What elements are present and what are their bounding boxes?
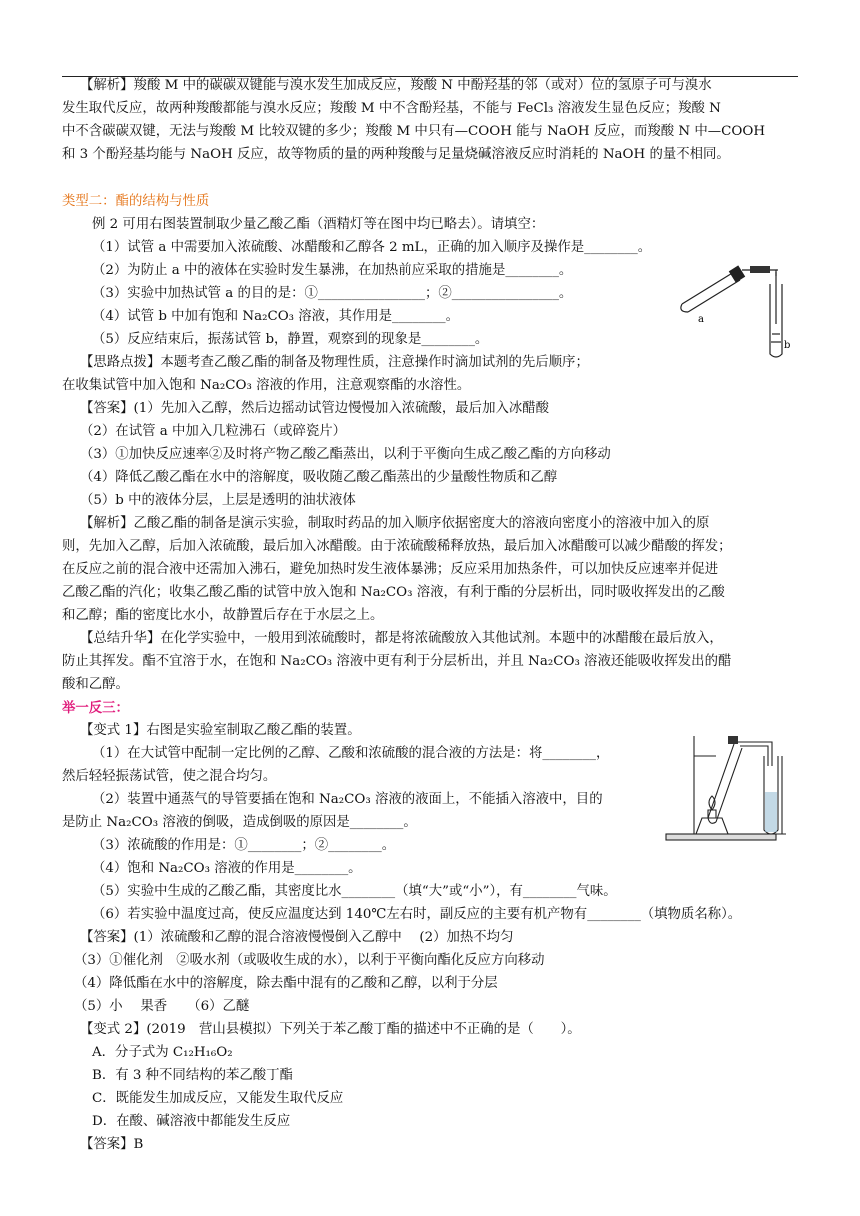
- question-line: （5）反应结束后，振荡试管 b，静置，观察到的现象是________。: [92, 332, 489, 347]
- summary-line: 【总结升华】在化学实验中，一般用到浓硫酸时，都是将浓硫酸放入其他试剂。本题中的冰醋酸在最后放入，: [80, 631, 723, 646]
- answer-line: （5）b 中的液体分层，上层是透明的油状液体: [80, 493, 356, 508]
- answer-line: （3）①加快反应速率②及时将产物乙酸乙酯蒸出，以利于平衡向生成乙酸乙酯的方向移动: [80, 447, 611, 462]
- analysis-line: 乙酸乙酯的汽化；收集乙酸乙酯的试管中放入饱和 Na₂CO₃ 溶液，有利于酯的分层析出，同时吸收挥发出的乙酸: [62, 585, 725, 600]
- practice-heading: 举一反三：: [62, 700, 129, 716]
- variant-line: （5）实验中生成的乙酸乙酯，其密度比水________（填“大”或“小”），有________气味。: [92, 884, 617, 899]
- summary-line: 防止其挥发。酯不宜溶于水，在饱和 Na₂CO₃ 溶液中更有利于分层析出，并且 Na₂CO₃ 溶液还能吸收挥发出的醋: [62, 654, 732, 669]
- answer-line: （2）在试管 a 中加入几粒沸石（或碎瓷片）: [80, 424, 347, 439]
- variant-line: （4）饱和 Na₂CO₃ 溶液的作用是________。: [92, 861, 362, 876]
- label-a: a: [698, 314, 704, 325]
- analysis-line: 发生取代反应，故两种羧酸都能与溴水反应；羧酸 M 中不含酚羟基，不能与 FeCl₃ 溶液发生显色反应；羧酸 N: [62, 101, 721, 116]
- summary-line: 酸和乙醇。: [62, 677, 129, 692]
- analysis-line: 则，先加入乙醇，后加入浓硫酸，最后加入冰醋酸。由于浓硫酸稀释放热，最后加入冰醋酸可以减少醋酸的挥发；: [62, 539, 732, 554]
- analysis-line: 中不含碳碳双键，无法与羧酸 M 比较双键的多少；羧酸 M 中只有—COOH 能与 NaOH 反应，而羧酸 N 中—COOH: [62, 124, 766, 139]
- answer-line: （3）①催化剂 ②吸水剂（或吸收生成的水），以利于平衡向酯化反应方向移动: [74, 953, 545, 968]
- answer-line: 【答案】(1）浓硫酸和乙醇的混合溶液慢慢倒入乙醇中 (2）加热不均匀: [80, 930, 514, 945]
- variant-line: （2）装置中通蒸气的导管要插在饱和 Na₂CO₃ 溶液的液面上，不能插入溶液中，目的: [92, 792, 603, 807]
- variant-line: （3）浓硫酸的作用是：①________；②________。: [92, 838, 396, 853]
- answer-line: （4）降低酯在水中的溶解度，除去酯中混有的乙酸和乙醇，以利于分层: [74, 976, 498, 991]
- variant-line: 【变式 1】右图是实验室制取乙酸乙酯的装置。: [80, 723, 361, 738]
- header-rule: [62, 76, 798, 77]
- answer-line: （5）小 果香 （6）乙醚: [74, 999, 250, 1014]
- variant-line: （6）若实验中温度过高，使反应温度达到 140℃左右时，副反应的主要有机产物有________（填物质名称）。: [92, 907, 742, 922]
- answer-line: 【答案】(1）先加入乙醇，然后边摇动试管边慢慢加入浓硫酸，最后加入冰醋酸: [80, 401, 550, 416]
- analysis-line: 在反应之前的混合液中还需加入沸石，避免加热时发生液体暴沸；反应采用加热条件，可以加快反应速率并促进: [62, 562, 719, 577]
- option-d: D．在酸、碱溶液中都能发生反应: [92, 1114, 291, 1129]
- hint-line: 在收集试管中加入饱和 Na₂CO₃ 溶液的作用，注意观察酯的水溶性。: [62, 378, 471, 393]
- answer-line: （4）降低乙酸乙酯在水中的溶解度，吸收随乙酸乙酯蒸出的少量酸性物质和乙醇: [80, 470, 558, 485]
- variant2-stem: 【变式 2】(2019 营山县模拟）下列关于苯乙酸丁酯的描述中不正确的是（ ）。: [80, 1022, 581, 1037]
- analysis-line: 【解析】羧酸 M 中的碳碳双键能与溴水发生加成反应，羧酸 N 中酚羟基的邻（或对）位的氢原子可与溴水: [80, 78, 712, 93]
- question-line: （2）为防止 a 中的液体在实验时发生暴沸，在加热前应采取的措施是________。: [92, 263, 573, 278]
- variant-line: （1）在大试管中配制一定比例的乙醇、乙酸和浓硫酸的混合液的方法是：将________，: [92, 746, 610, 761]
- option-a: A．分子式为 C₁₂H₁₆O₂: [92, 1045, 233, 1060]
- label-b: b: [784, 340, 791, 351]
- option-b: B．有 3 种不同结构的苯乙酸丁酯: [92, 1068, 293, 1083]
- variant-line: 是防止 Na₂CO₃ 溶液的倒吸，造成倒吸的原因是________。: [62, 815, 417, 830]
- test-tube-apparatus-figure: [672, 262, 802, 362]
- question-line: （4）试管 b 中加有饱和 Na₂CO₃ 溶液，其作用是________。: [92, 309, 459, 324]
- analysis-line: 和 3 个酚羟基均能与 NaOH 反应，故等物质的量的两种羧酸与足量烧碱溶液反应时消耗的 NaOH 的量不相同。: [62, 147, 730, 162]
- question-line: （3）实验中加热试管 a 的目的是：①________________；②________________。: [92, 286, 573, 301]
- option-c: C．既能发生加成反应，又能发生取代反应: [92, 1091, 344, 1106]
- analysis-line: 【解析】乙酸乙酯的制备是演示实验，制取时药品的加入顺序依据密度大的溶液向密度小的溶液中加入的原: [80, 516, 710, 531]
- variant-line: 然后轻轻振荡试管，使之混合均匀。: [62, 769, 277, 784]
- hint-line: 【思路点拨】本题考查乙酸乙酯的制备及物理性质，注意操作时滴加试剂的先后顺序；: [80, 355, 589, 370]
- section-heading: 类型二：酯的结构与性质: [62, 194, 210, 209]
- variant2-answer: 【答案】B: [80, 1137, 144, 1152]
- example-intro: 例 2 可用右图装置制取少量乙酸乙酯（酒精灯等在图中均已略去）。请填空：: [92, 217, 545, 232]
- question-line: （1）试管 a 中需要加入浓硫酸、冰醋酸和乙醇各 2 mL，正确的加入顺序及操作是________。: [92, 240, 652, 255]
- analysis-line: 和乙醇；酯的密度比水小，故静置后存在于水层之上。: [62, 608, 384, 623]
- distillation-apparatus-figure: [664, 726, 796, 846]
